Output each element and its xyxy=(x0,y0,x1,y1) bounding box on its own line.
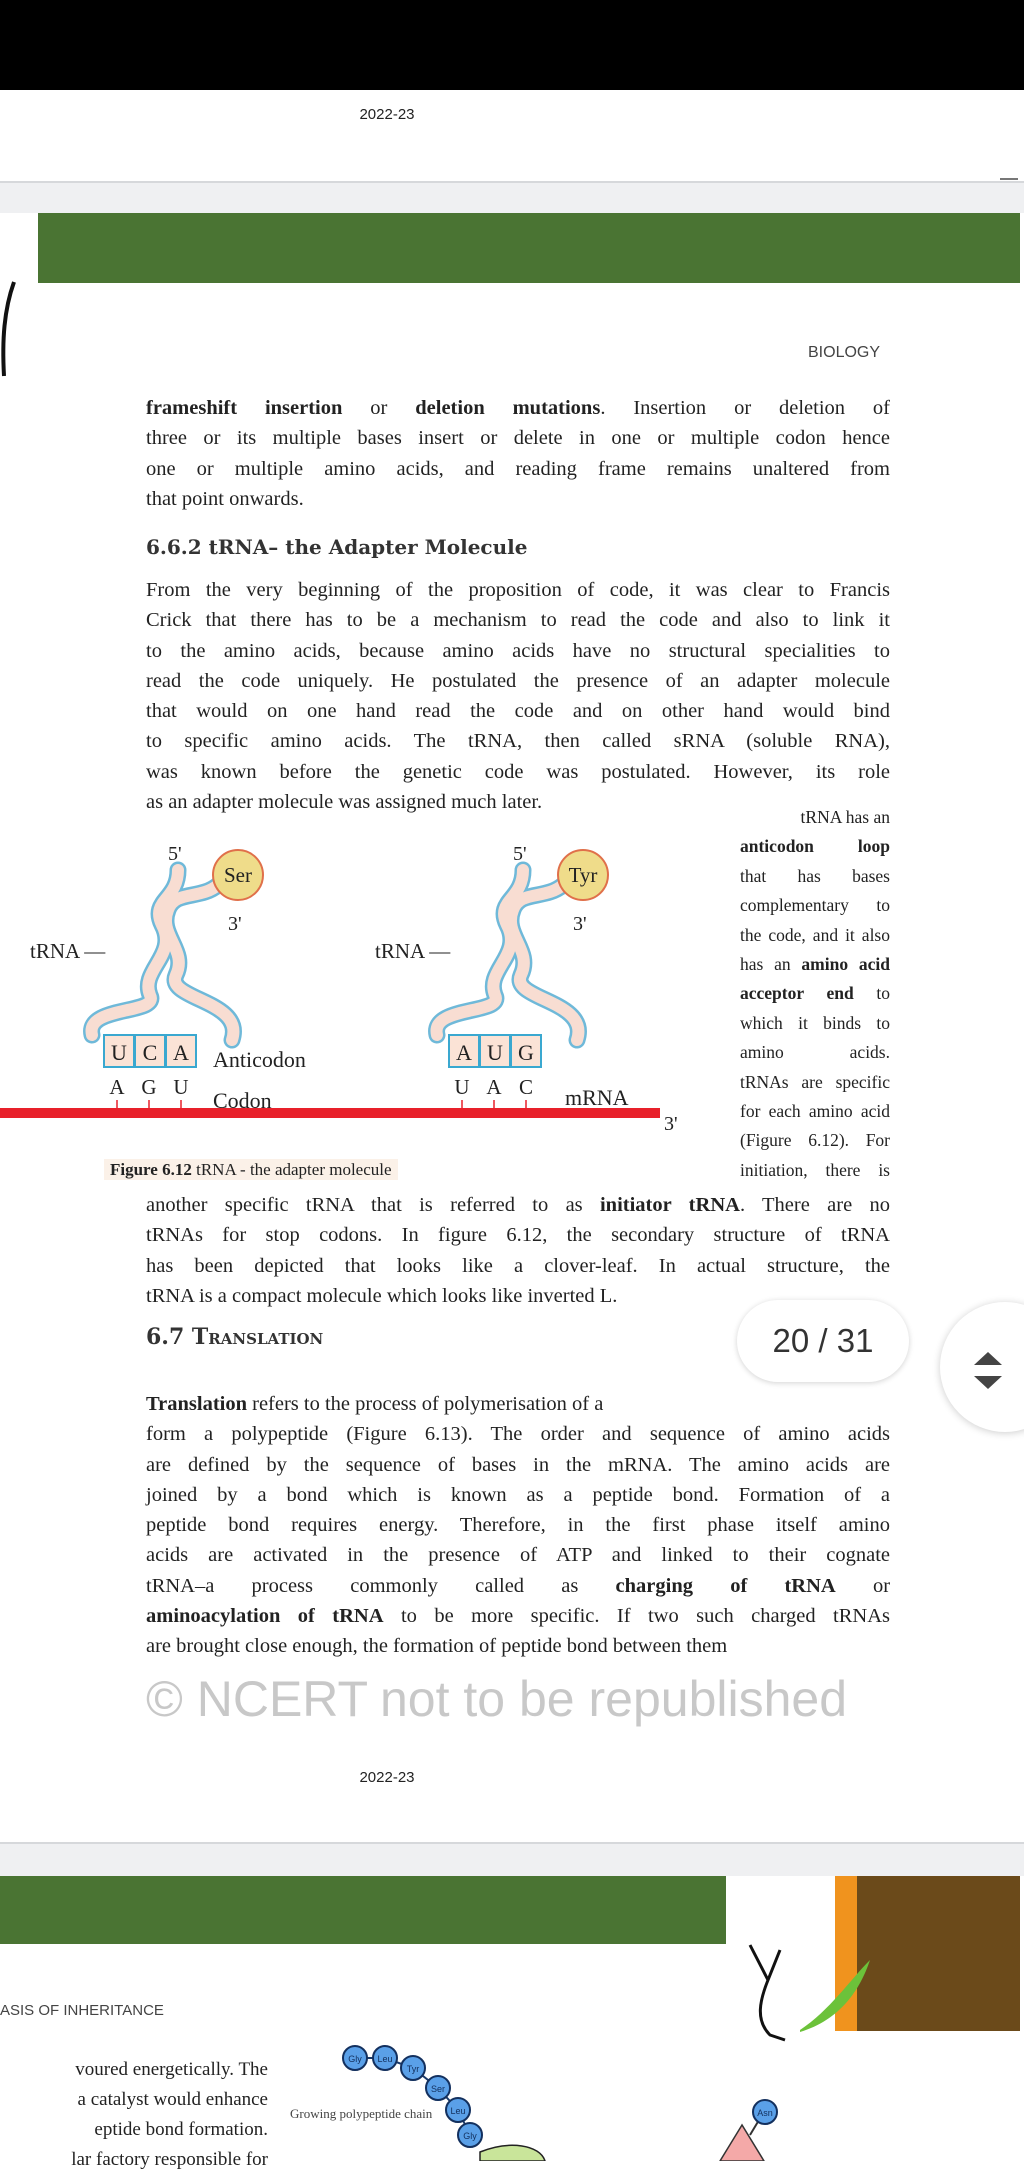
text-segment: tRNAs are specific xyxy=(740,1071,890,1092)
triangle-up-icon[interactable] xyxy=(974,1352,1002,1365)
watermark-republished: not to be republished xyxy=(380,1671,848,1727)
bold-term: charging of tRNA xyxy=(615,1574,836,1597)
text-segment: . Insertion or deletion of xyxy=(600,397,891,419)
paragraph-initiator xyxy=(146,1190,890,1311)
text-line xyxy=(146,393,890,423)
section-heading-6-6-2: 6.6.2 tRNA– the Adapter Molecule xyxy=(146,535,528,559)
text-segment: the code, and it also xyxy=(740,924,890,945)
caption-text: tRNA - the adapter molecule xyxy=(191,1160,392,1179)
text-line xyxy=(146,1510,890,1540)
anticodon-base: A xyxy=(456,1040,472,1065)
page-scroll-button[interactable] xyxy=(940,1302,1024,1432)
five-prime-label: 5' xyxy=(168,843,182,865)
text-line xyxy=(740,1038,890,1067)
text-line xyxy=(146,1631,890,1661)
text-line xyxy=(740,921,890,950)
bead-label: Ser xyxy=(430,2084,446,2094)
text-line xyxy=(146,1601,890,1631)
text-line xyxy=(740,979,890,1008)
text-segment: that would on one hand read the code and on other hand would bind xyxy=(146,700,890,723)
text-segment: Crick that there has to be a mechanism to read the code and also to link it xyxy=(146,609,890,632)
text-segment: as an adapter molecule was assigned much later. xyxy=(146,791,543,814)
text-line xyxy=(146,423,890,453)
codon-base: U xyxy=(454,1075,470,1099)
text-line xyxy=(146,1389,890,1419)
running-head-2: ASIS OF INHERITANCE xyxy=(0,2002,164,2019)
text-segment: From the very beginning of the proposition of code, it was clear to Francis xyxy=(146,579,890,601)
section-heading-6-7: 6.7 Translation xyxy=(146,1324,324,1350)
amino-acid-label: Ser xyxy=(224,863,252,887)
text-segment: or xyxy=(342,397,416,419)
text-line xyxy=(146,575,890,605)
text-line xyxy=(740,832,890,861)
running-head: BIOLOGY xyxy=(808,344,881,361)
bold-term: anticodon loop xyxy=(740,836,890,857)
text-segment: was known before the genetic code was postulated. However, its role xyxy=(146,760,890,783)
text-segment: refers to the process of polymerisation of a xyxy=(247,1393,604,1415)
mrna-label: mRNA xyxy=(565,1085,629,1110)
text-line xyxy=(146,726,890,756)
codon-base: G xyxy=(141,1075,157,1099)
anticodon-base: U xyxy=(111,1040,127,1065)
text-segment: complementary to xyxy=(740,895,890,916)
swoosh-decoration-icon xyxy=(0,280,20,380)
paragraph-translation xyxy=(146,1389,890,1662)
text-segment: one or multiple amino acids, and reading frame remains unaltered from xyxy=(146,457,890,480)
text-segment: tRNA is a compact molecule which looks like inverted L. xyxy=(146,1284,618,1307)
text-segment: are brought close enough, the formation of peptide bond between them xyxy=(146,1635,728,1658)
text-segment: tRNA has an xyxy=(800,807,890,827)
text-segment: initiation, there is xyxy=(740,1159,890,1180)
ribosome-shape xyxy=(480,2145,545,2161)
chapter-banner-2 xyxy=(0,1876,726,1944)
trna-head-shape xyxy=(720,2125,764,2161)
figure-caption xyxy=(104,1160,398,1180)
text-segment: to be more specific. If two such charged tRNAs xyxy=(383,1605,890,1628)
bead-label: Asn xyxy=(757,2108,773,2118)
page-year-top: 2022-23 xyxy=(359,106,415,123)
text-segment: joined by a bond which is known as a peptide bond. Formation of a xyxy=(146,1483,890,1506)
page2-line: lar factory responsible for xyxy=(71,2149,268,2170)
top-black-bar xyxy=(0,0,1024,90)
codon-base: A xyxy=(486,1075,502,1099)
text-line xyxy=(146,636,890,666)
bold-term: initiator tRNA xyxy=(599,1194,740,1216)
text-segment: that has bases xyxy=(740,865,890,886)
text-segment: tRNAs for stop codons. In figure 6.12, the secondary structure of tRNA xyxy=(146,1224,890,1247)
text-line xyxy=(146,1419,890,1449)
text-segment: form a polypeptide (Figure 6.13). The order and sequence of amino acids xyxy=(146,1423,890,1446)
codon-base: A xyxy=(109,1075,125,1099)
page-gap xyxy=(0,183,1024,213)
page2-line: a catalyst would enhance xyxy=(77,2089,268,2110)
page-indicator-text: 20 / 31 xyxy=(772,1322,874,1359)
page-year-bottom: 2022-23 xyxy=(359,1769,415,1786)
text-line xyxy=(146,666,890,696)
anticodon-base: A xyxy=(173,1040,189,1065)
text-line xyxy=(740,1097,890,1126)
bold-term: frameshift insertion xyxy=(146,397,343,419)
chain-label: Growing polypeptide chain xyxy=(290,2106,433,2121)
text-segment: or xyxy=(835,1574,891,1597)
text-line xyxy=(740,803,890,832)
text-segment: to specific amino acids. The tRNA, then called sRNA (soluble RNA), xyxy=(146,730,890,753)
side-column-text xyxy=(740,803,890,1185)
text-segment: . There are no xyxy=(739,1194,890,1216)
text-line xyxy=(146,757,890,787)
text-segment: amino acids. xyxy=(740,1042,890,1063)
mrna-3prime-label: 3' xyxy=(664,1113,678,1135)
text-segment: to xyxy=(853,983,890,1004)
text-line xyxy=(146,1251,890,1281)
bead-label: Gly xyxy=(463,2131,477,2141)
codon-label: Codon xyxy=(213,1088,272,1113)
text-line xyxy=(146,454,890,484)
triangle-down-icon[interactable] xyxy=(974,1376,1002,1389)
paragraph-adapter xyxy=(146,575,890,817)
anticodon-base: U xyxy=(487,1040,503,1065)
page2-text xyxy=(0,2055,268,2175)
text-line xyxy=(146,484,890,514)
text-line xyxy=(740,1126,890,1155)
page2-line: eptide bond formation. xyxy=(94,2119,268,2140)
codon-base: C xyxy=(518,1075,534,1099)
page2-line: voured energetically. The xyxy=(75,2059,268,2080)
bead-label: Leu xyxy=(377,2054,393,2064)
text-segment: which it binds to xyxy=(740,1012,890,1033)
mrna-strand xyxy=(0,1108,660,1118)
text-line xyxy=(146,1220,890,1250)
text-segment: (Figure 6.12). For xyxy=(740,1130,890,1151)
text-line xyxy=(146,1480,890,1510)
three-prime-label: 3' xyxy=(573,913,587,935)
text-segment: has an xyxy=(740,953,802,974)
caption-label: Figure 6.12 xyxy=(110,1160,192,1179)
text-segment: acids are activated in the presence of ATP and linked to their cognate xyxy=(146,1544,890,1567)
text-segment: another specific tRNA that is referred to as xyxy=(146,1194,600,1216)
anticodon-label: Anticodon xyxy=(213,1047,306,1072)
text-line xyxy=(146,1571,890,1601)
text-line xyxy=(740,1009,890,1038)
bead-label: Gly xyxy=(348,2054,362,2064)
bold-term: amino acid xyxy=(801,953,890,974)
text-segment: that point onwards. xyxy=(146,487,304,510)
amino-acid-label: Tyr xyxy=(568,863,598,887)
text-segment: has been depicted that looks like a clover-leaf. In actual structure, the xyxy=(146,1254,890,1277)
figure-leaf-decoration-icon xyxy=(740,1940,910,2050)
watermark-ncert: © NCERT xyxy=(146,1671,369,1727)
text-segment: are defined by the sequence of bases in the mRNA. The amino acids are xyxy=(146,1453,890,1476)
text-line xyxy=(740,862,890,891)
text-line xyxy=(740,1156,890,1185)
three-prime-label: 3' xyxy=(228,913,242,935)
text-segment: read the code uniquely. He postulated the presence of an adapter molecule xyxy=(146,669,890,692)
page-indicator xyxy=(737,1300,909,1382)
trna-figure xyxy=(0,830,735,1150)
trna-label: tRNA — xyxy=(30,939,106,963)
chapter-banner xyxy=(38,213,1020,283)
anticodon-base: C xyxy=(142,1040,158,1065)
bold-term: deletion mutations xyxy=(415,397,601,419)
bead-label: Leu xyxy=(450,2106,466,2116)
text-line xyxy=(146,1450,890,1480)
text-line xyxy=(146,1540,890,1570)
divider-mark xyxy=(1000,178,1018,180)
text-line xyxy=(740,950,890,979)
codon-base: U xyxy=(173,1075,189,1099)
five-prime-label: 5' xyxy=(513,843,527,865)
paragraph-frameshift xyxy=(146,393,890,514)
text-segment: tRNA–a process commonly called as xyxy=(146,1574,616,1597)
text-line xyxy=(146,696,890,726)
trna-label: tRNA — xyxy=(375,939,451,963)
page-gap-2 xyxy=(0,1844,1024,1876)
polypeptide-figure xyxy=(280,2040,840,2161)
text-segment: to the amino acids, because amino acids have no structural specialities to xyxy=(146,639,890,662)
bold-term: acceptor end xyxy=(740,983,854,1004)
text-segment: for each amino acid xyxy=(740,1100,890,1121)
text-line xyxy=(740,1068,890,1097)
text-segment: three or its multiple bases insert or delete in one or multiple codon hence xyxy=(146,427,890,450)
text-line xyxy=(146,605,890,635)
text-line xyxy=(740,891,890,920)
anticodon-base: G xyxy=(518,1040,534,1065)
bead-label: Tyr xyxy=(406,2064,420,2074)
text-line xyxy=(146,1190,890,1220)
text-segment: peptide bond requires energy. Therefore, in the first phase itself amino xyxy=(146,1514,890,1537)
bold-term: Translation xyxy=(146,1393,247,1415)
bold-term: aminoacylation of tRNA xyxy=(146,1605,384,1628)
